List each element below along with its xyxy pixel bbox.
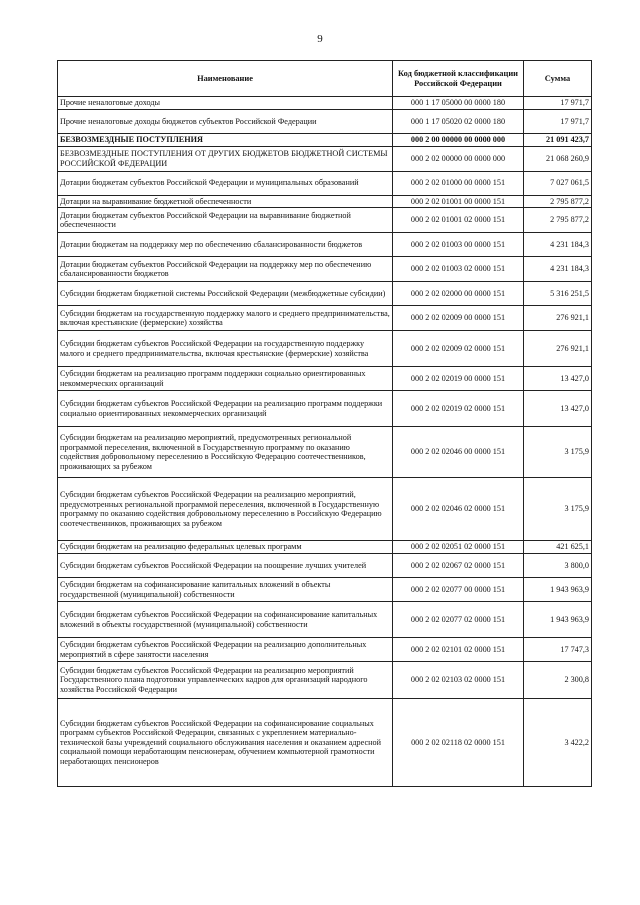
row-name: Дотации на выравнивание бюджетной обеспеченности	[58, 195, 393, 208]
table-header-row	[58, 61, 592, 97]
table-row	[58, 602, 592, 638]
table-row	[58, 306, 592, 331]
row-code: 000 2 02 01000 00 0000 151	[393, 171, 524, 195]
table-row	[58, 146, 592, 171]
row-name: Субсидии бюджетам субъектов Российской Федерации на реализацию мероприятий, предусмотренных региональной программой переселения, включенной в Государственную программу по оказанию содействия добровольному переселению в Российскую Федерацию соотечественников, проживающих за рубежом	[58, 478, 393, 541]
row-code: 000 2 02 02103 02 0000 151	[393, 662, 524, 699]
table-row	[58, 208, 592, 233]
row-code: 000 1 17 05020 02 0000 180	[393, 110, 524, 134]
header-code: Код бюджетной классификации Российской Федерации	[393, 61, 524, 97]
header-name: Наименование	[58, 61, 393, 97]
row-name: Дотации бюджетам субъектов Российской Федерации на поддержку мер по обеспечению сбалансированности бюджетов	[58, 257, 393, 282]
table-row	[58, 391, 592, 427]
row-code: 000 2 02 01003 00 0000 151	[393, 233, 524, 257]
row-code: 000 1 17 05000 00 0000 180	[393, 97, 524, 110]
row-name: БЕЗВОЗМЕЗДНЫЕ ПОСТУПЛЕНИЯ ОТ ДРУГИХ БЮДЖЕТОВ БЮДЖЕТНОЙ СИСТЕМЫ РОССИЙСКОЙ ФЕДЕРАЦИИ	[58, 146, 393, 171]
row-name: Дотации бюджетам субъектов Российской Федерации на выравнивание бюджетной обеспеченности	[58, 208, 393, 233]
row-sum: 3 175,9	[524, 478, 592, 541]
row-sum: 4 231 184,3	[524, 257, 592, 282]
table-row	[58, 171, 592, 195]
row-sum: 3 175,9	[524, 427, 592, 478]
table-row	[58, 478, 592, 541]
row-code: 000 2 02 02051 02 0000 151	[393, 541, 524, 554]
row-sum: 13 427,0	[524, 367, 592, 391]
table-row	[58, 110, 592, 134]
row-name: Субсидии бюджетам субъектов Российской Федерации на реализацию программ поддержки социально ориентированных некоммерческих организаций	[58, 391, 393, 427]
row-name: Дотации бюджетам на поддержку мер по обеспечению сбалансированности бюджетов	[58, 233, 393, 257]
row-name: Субсидии бюджетам на реализацию федеральных целевых программ	[58, 541, 393, 554]
row-code: 000 2 02 02019 02 0000 151	[393, 391, 524, 427]
row-name: БЕЗВОЗМЕЗДНЫЕ ПОСТУПЛЕНИЯ	[58, 134, 393, 147]
table-body	[58, 97, 592, 787]
budget-revenue-table	[57, 60, 592, 787]
row-name: Субсидии бюджетам субъектов Российской Федерации на поощрение лучших учителей	[58, 554, 393, 578]
row-sum: 21 091 423,7	[524, 134, 592, 147]
table-row	[58, 554, 592, 578]
row-sum: 3 800,0	[524, 554, 592, 578]
table-row	[58, 233, 592, 257]
row-sum: 3 422,2	[524, 699, 592, 787]
page-number: 9	[317, 33, 323, 45]
row-code: 000 2 02 02101 02 0000 151	[393, 638, 524, 662]
row-code: 000 2 02 02077 02 0000 151	[393, 602, 524, 638]
row-code: 000 2 02 02019 00 0000 151	[393, 367, 524, 391]
row-name: Субсидии бюджетам на государственную поддержку малого и среднего предпринимательства, включая крестьянские (фермерские) хозяйства	[58, 306, 393, 331]
row-sum: 13 427,0	[524, 391, 592, 427]
table-row	[58, 331, 592, 367]
table-row	[58, 282, 592, 306]
row-name: Субсидии бюджетам на реализацию мероприятий, предусмотренных региональной программой переселения, включенной в Государственную программу по оказанию содействия добровольному переселению в Российскую Федерацию соотечественников, проживающих за рубежом	[58, 427, 393, 478]
table-row	[58, 134, 592, 147]
row-code: 000 2 02 00000 00 0000 000	[393, 146, 524, 171]
header-sum: Сумма	[524, 61, 592, 97]
table-row	[58, 257, 592, 282]
row-sum: 276 921,1	[524, 331, 592, 367]
row-sum: 17 747,3	[524, 638, 592, 662]
row-name: Субсидии бюджетам субъектов Российской Федерации на реализацию мероприятий Государственного плана подготовки управленческих кадров для организаций народного хозяйства Российской Федерации	[58, 662, 393, 699]
row-code: 000 2 02 02046 00 0000 151	[393, 427, 524, 478]
row-sum: 2 795 877,2	[524, 208, 592, 233]
row-code: 000 2 02 02009 02 0000 151	[393, 331, 524, 367]
row-name: Субсидии бюджетам субъектов Российской Федерации на реализацию дополнительных мероприятий в сфере занятости населения	[58, 638, 393, 662]
row-code: 000 2 02 02046 02 0000 151	[393, 478, 524, 541]
table-row	[58, 578, 592, 602]
table-row	[58, 699, 592, 787]
row-sum: 421 625,1	[524, 541, 592, 554]
row-sum: 4 231 184,3	[524, 233, 592, 257]
row-name: Субсидии бюджетам бюджетной системы Российской Федерации (межбюджетные субсидии)	[58, 282, 393, 306]
row-code: 000 2 02 02077 00 0000 151	[393, 578, 524, 602]
row-code: 000 2 02 01003 02 0000 151	[393, 257, 524, 282]
row-sum: 1 943 963,9	[524, 578, 592, 602]
table-row	[58, 367, 592, 391]
row-name: Дотации бюджетам субъектов Российской Федерации и муниципальных образований	[58, 171, 393, 195]
row-code: 000 2 02 02000 00 0000 151	[393, 282, 524, 306]
table-row	[58, 97, 592, 110]
table-row	[58, 541, 592, 554]
row-sum: 7 027 061,5	[524, 171, 592, 195]
row-code: 000 2 02 02067 02 0000 151	[393, 554, 524, 578]
row-name: Прочие неналоговые доходы бюджетов субъектов Российской Федерации	[58, 110, 393, 134]
row-name: Субсидии бюджетам субъектов Российской Федерации на софинансирование социальных программ субъектов Российской Федерации, связанных с укреплением материально-технической базы учреждений социального обслуживания населения и оказанием адресной социальной помощи неработающим пенсионерам, обучением компьютерной грамотности неработающих пенсионеров	[58, 699, 393, 787]
table-row	[58, 427, 592, 478]
row-sum: 17 971,7	[524, 97, 592, 110]
table-row	[58, 638, 592, 662]
row-name: Прочие неналоговые доходы	[58, 97, 393, 110]
row-sum: 17 971,7	[524, 110, 592, 134]
row-name: Субсидии бюджетам субъектов Российской Федерации на государственную поддержку малого и среднего предпринимательства, включая крестьянские (фермерские) хозяйства	[58, 331, 393, 367]
row-sum: 21 068 260,9	[524, 146, 592, 171]
row-sum: 276 921,1	[524, 306, 592, 331]
row-sum: 5 316 251,5	[524, 282, 592, 306]
row-name: Субсидии бюджетам на софинансирование капитальных вложений в объекты государственной (муниципальной) собственности	[58, 578, 393, 602]
row-code: 000 2 00 00000 00 0000 000	[393, 134, 524, 147]
row-code: 000 2 02 01001 02 0000 151	[393, 208, 524, 233]
row-code: 000 2 02 02118 02 0000 151	[393, 699, 524, 787]
row-name: Субсидии бюджетам на реализацию программ поддержки социально ориентированных некоммерческих организаций	[58, 367, 393, 391]
row-name: Субсидии бюджетам субъектов Российской Федерации на софинансирование капитальных вложений в объекты государственной (муниципальной) собственности	[58, 602, 393, 638]
row-sum: 2 795 877,2	[524, 195, 592, 208]
row-sum: 2 300,8	[524, 662, 592, 699]
row-code: 000 2 02 01001 00 0000 151	[393, 195, 524, 208]
table-row	[58, 195, 592, 208]
row-sum: 1 943 963,9	[524, 602, 592, 638]
table-row	[58, 662, 592, 699]
row-code: 000 2 02 02009 00 0000 151	[393, 306, 524, 331]
